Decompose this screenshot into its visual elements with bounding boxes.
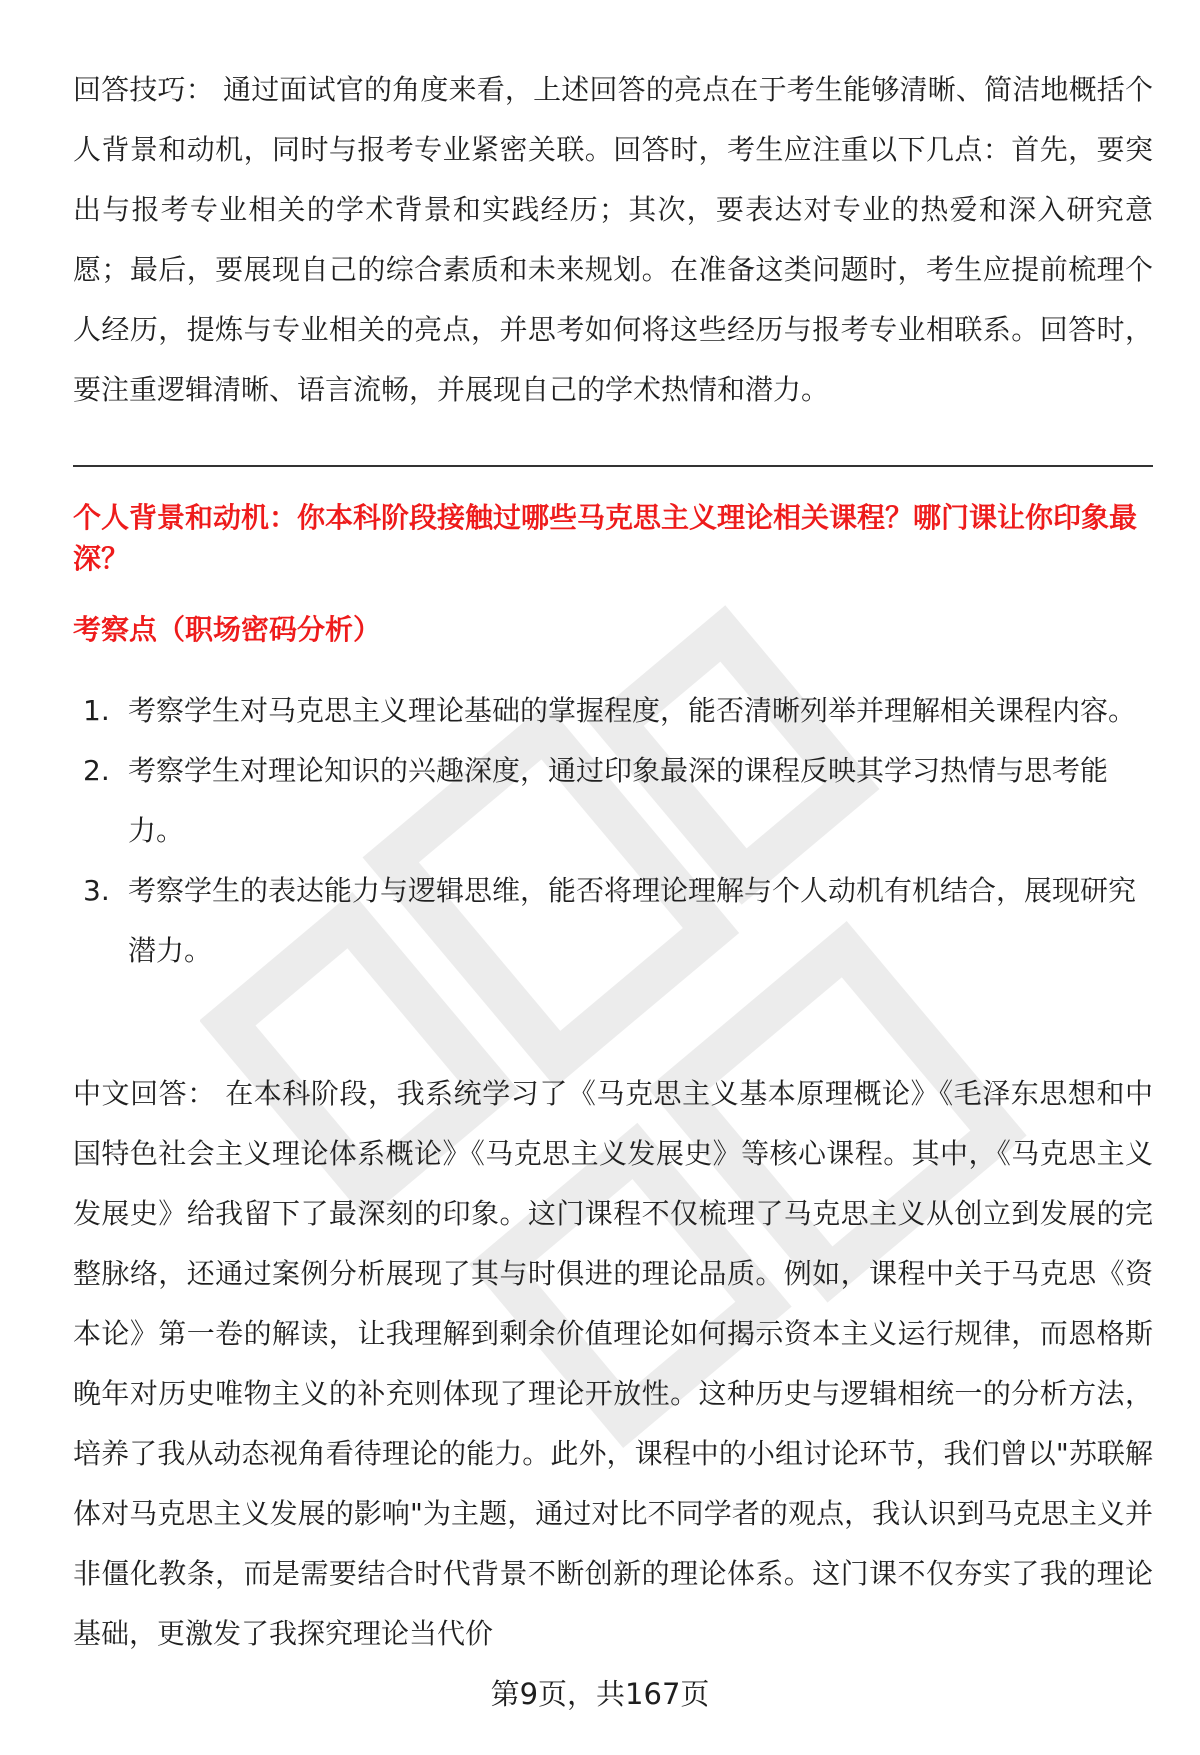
section-divider	[73, 465, 1153, 467]
list-item	[73, 861, 1153, 981]
answer-tips-paragraph: 回答技巧： 通过面试官的角度来看，上述回答的亮点在于考生能够清晰、简洁地概括个人背景和动机，同时与报考专业紧密关联。回答时，考生应注重以下几点：首先，要突出与报考专业相关的学术背景和实践经历；其次，要表达对专业的热爱和深入研究意愿；最后，要展现自己的综合素质和未来规划。在准备这类问题时，考生应提前梳理个人经历，提炼与专业相关的亮点，并思考如何将这些经历与报考专业相联系。回答时，要注重逻辑清晰、语言流畅，并展现自己的学术热情和潜力。	[73, 73, 1153, 406]
list-item-number: 2.	[83, 754, 110, 787]
question-heading: 个人背景和动机：你本科阶段接触过哪些马克思主义理论相关课程？哪门课让你印象最深？	[73, 501, 1138, 575]
list-item	[73, 741, 1153, 861]
list-item	[73, 681, 1153, 741]
list-item-number: 3.	[83, 874, 110, 907]
list-item-number: 1.	[83, 694, 110, 727]
exam-points-list	[73, 681, 1153, 981]
list-item-text: 考察学生的表达能力与逻辑思维，能否将理论理解与个人动机有机结合，展现研究潜力。	[128, 874, 1137, 967]
exam-points-heading: 考察点（职场密码分析）	[73, 613, 382, 646]
list-item-text: 考察学生对理论知识的兴趣深度，通过印象最深的课程反映其学习热情与思考能力。	[128, 754, 1109, 847]
page-number-footer: 第9页，共167页	[490, 1677, 710, 1711]
chinese-answer-paragraph: 中文回答： 在本科阶段，我系统学习了《马克思主义基本原理概论》《毛泽东思想和中国特色社会主义理论体系概论》《马克思主义发展史》等核心课程。其中，《马克思主义发展史》给我留下了最深刻的印象。这门课程不仅梳理了马克思主义从创立到发展的完整脉络，还通过案例分析展现了其与时俱进的理论品质。例如，课程中关于马克思《资本论》第一卷的解读，让我理解到剩余价值理论如何揭示资本主义运行规律，而恩格斯晚年对历史唯物主义的补充则体现了理论开放性。这种历史与逻辑相统一的分析方法，培养了我从动态视角看待理论的能力。此外，课程中的小组讨论环节，我们曾以"苏联解体对马克思主义发展的影响"为主题，通过对比不同学者的观点，我认识到马克思主义并非僵化教条，而是需要结合时代背景不断创新的理论体系。这门课不仅夯实了我的理论基础，更激发了我探究理论当代价	[73, 1077, 1153, 1650]
list-item-text: 考察学生对马克思主义理论基础的掌握程度，能否清晰列举并理解相关课程内容。	[128, 694, 1137, 727]
